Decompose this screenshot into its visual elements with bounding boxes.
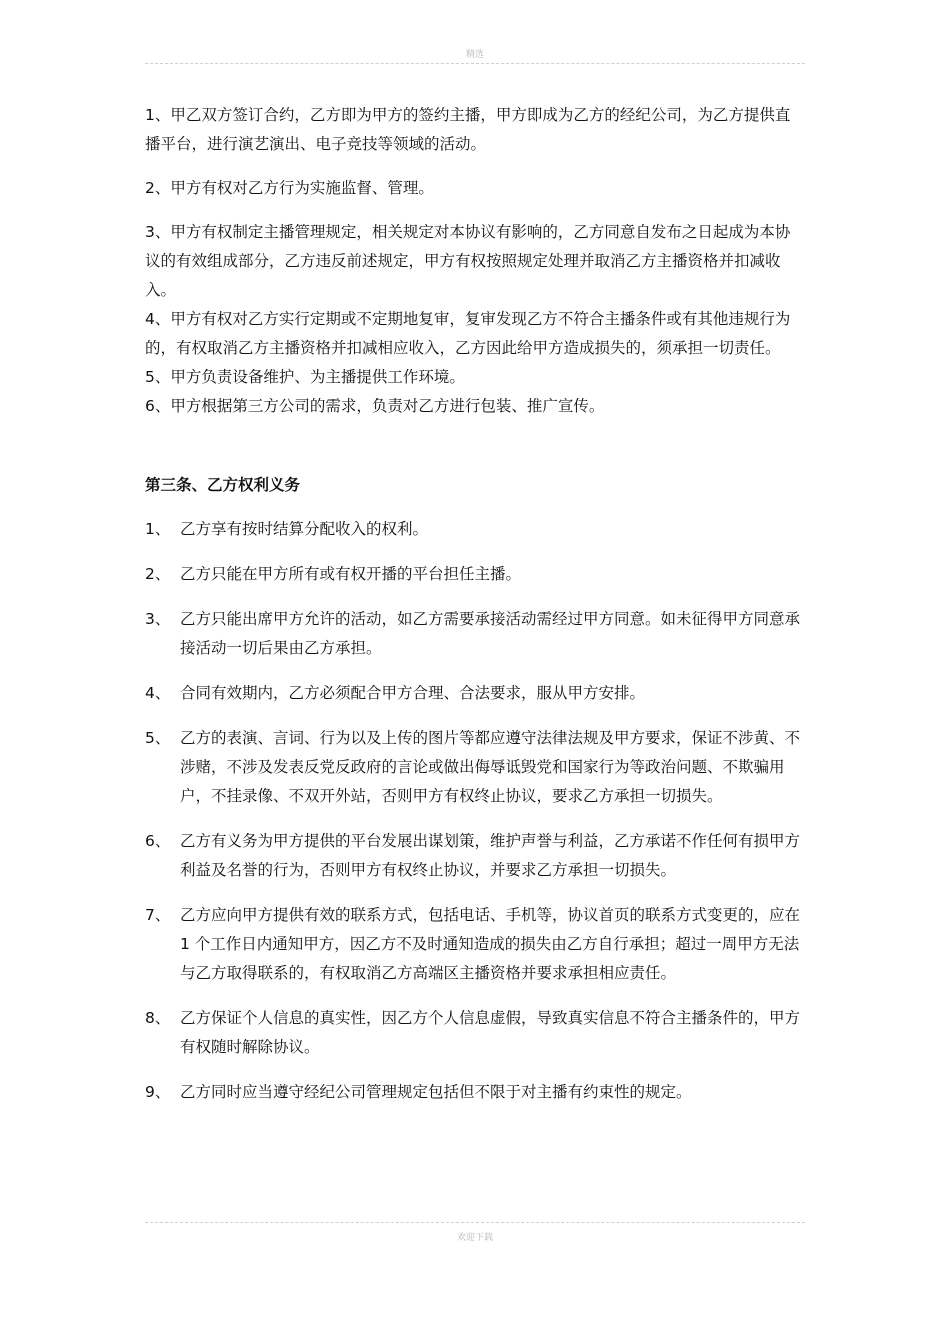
list-item-text: 乙方的表演、言词、行为以及上传的图片等都应遵守法律法规及甲方要求，保证不涉黄、不涉赌，不涉及发表反党反政府的言论或做出侮辱诋毁党和国家行为等政治问题、不欺骗用户，不挂录像、不双开外站，否则甲方有权终止协议，要求乙方承担一切损失。 [180,729,801,805]
section-heading: 第三条、乙方权利义务 [145,476,301,494]
list-item-text: 乙方只能出席甲方允许的活动，如乙方需要承接活动需经过甲方同意。如未征得甲方同意承接活动一切后果由乙方承担。 [180,610,801,657]
list-item-number: 2、 [145,565,171,583]
list-item-number: 5、 [145,729,171,747]
list-item [145,1004,805,1062]
list-item [145,827,805,885]
list-item-text: 乙方保证个人信息的真实性，因乙方个人信息虚假，导致真实信息不符合主播条件的，甲方有权随时解除协议。 [180,1009,801,1056]
header-divider [145,63,805,64]
list-item-text: 乙方只能在甲方所有或有权开播的平台担任主播。 [180,565,522,583]
list-item-number: 7、 [145,906,171,924]
clause-paragraph: 1、甲乙双方签订合约，乙方即为甲方的签约主播，甲方即成为乙方的经纪公司，为乙方提供直播平台，进行演艺演出、电子竞技等领域的活动。 [145,106,791,153]
list-item-text: 合同有效期内，乙方必须配合甲方合理、合法要求，服从甲方安排。 [180,684,646,702]
list-item [145,1078,805,1107]
clause-paragraph: 6、甲方根据第三方公司的需求，负责对乙方进行包装、推广宣传。 [145,397,605,415]
clause-paragraph: 5、甲方负责设备维护、为主播提供工作环境。 [145,368,465,386]
list-item-text: 乙方享有按时结算分配收入的权利。 [180,520,429,538]
list-item-number: 1、 [145,520,171,538]
header-watermark: 精选 [465,50,484,60]
list-item [145,724,805,811]
list-item-text: 乙方有义务为甲方提供的平台发展出谋划策，维护声誉与利益，乙方承诺不作任何有损甲方利益及名誉的行为，否则甲方有权终止协议，并要求乙方承担一切损失。 [180,832,801,879]
footer-divider [145,1222,805,1223]
list-item [145,560,805,589]
clause-paragraph: 3、甲方有权制定主播管理规定，相关规定对本协议有影响的，乙方同意自发布之日起成为本协议的有效组成部分，乙方违反前述规定，甲方有权按照规定处理并取消乙方主播资格并扣减收入。 [145,223,791,299]
list-item [145,515,805,544]
list-item [145,679,805,708]
list-item [145,605,805,663]
clause-paragraph: 2、甲方有权对乙方行为实施监督、管理。 [145,179,434,197]
document-body [145,101,805,1123]
list-item-number: 3、 [145,610,171,628]
clause-paragraph: 4、甲方有权对乙方实行定期或不定期地复审，复审发现乙方不符合主播条件或有其他违规行为的，有权取消乙方主播资格并扣减相应收入，乙方因此给甲方造成损失的，须承担一切责任。 [145,310,791,357]
list-item-number: 8、 [145,1009,171,1027]
footer-watermark: 欢迎下载 [456,1233,493,1243]
list-item-text: 乙方应向甲方提供有效的联系方式，包括电话、手机等，协议首页的联系方式变更的，应在 1 个工作日内通知甲方，因乙方不及时通知造成的损失由乙方自行承担；超过一周甲方无法与乙方取得联系的，有权取消乙方高端区主播资格并要求承担相应责任。 [180,906,801,982]
list-item-number: 9、 [145,1083,171,1101]
list-item-number: 6、 [145,832,171,850]
list-item-text: 乙方同时应当遵守经纪公司管理规定包括但不限于对主播有约束性的规定。 [180,1083,692,1101]
list-item [145,901,805,988]
obligations-list [145,515,805,1107]
list-item-number: 4、 [145,684,171,702]
